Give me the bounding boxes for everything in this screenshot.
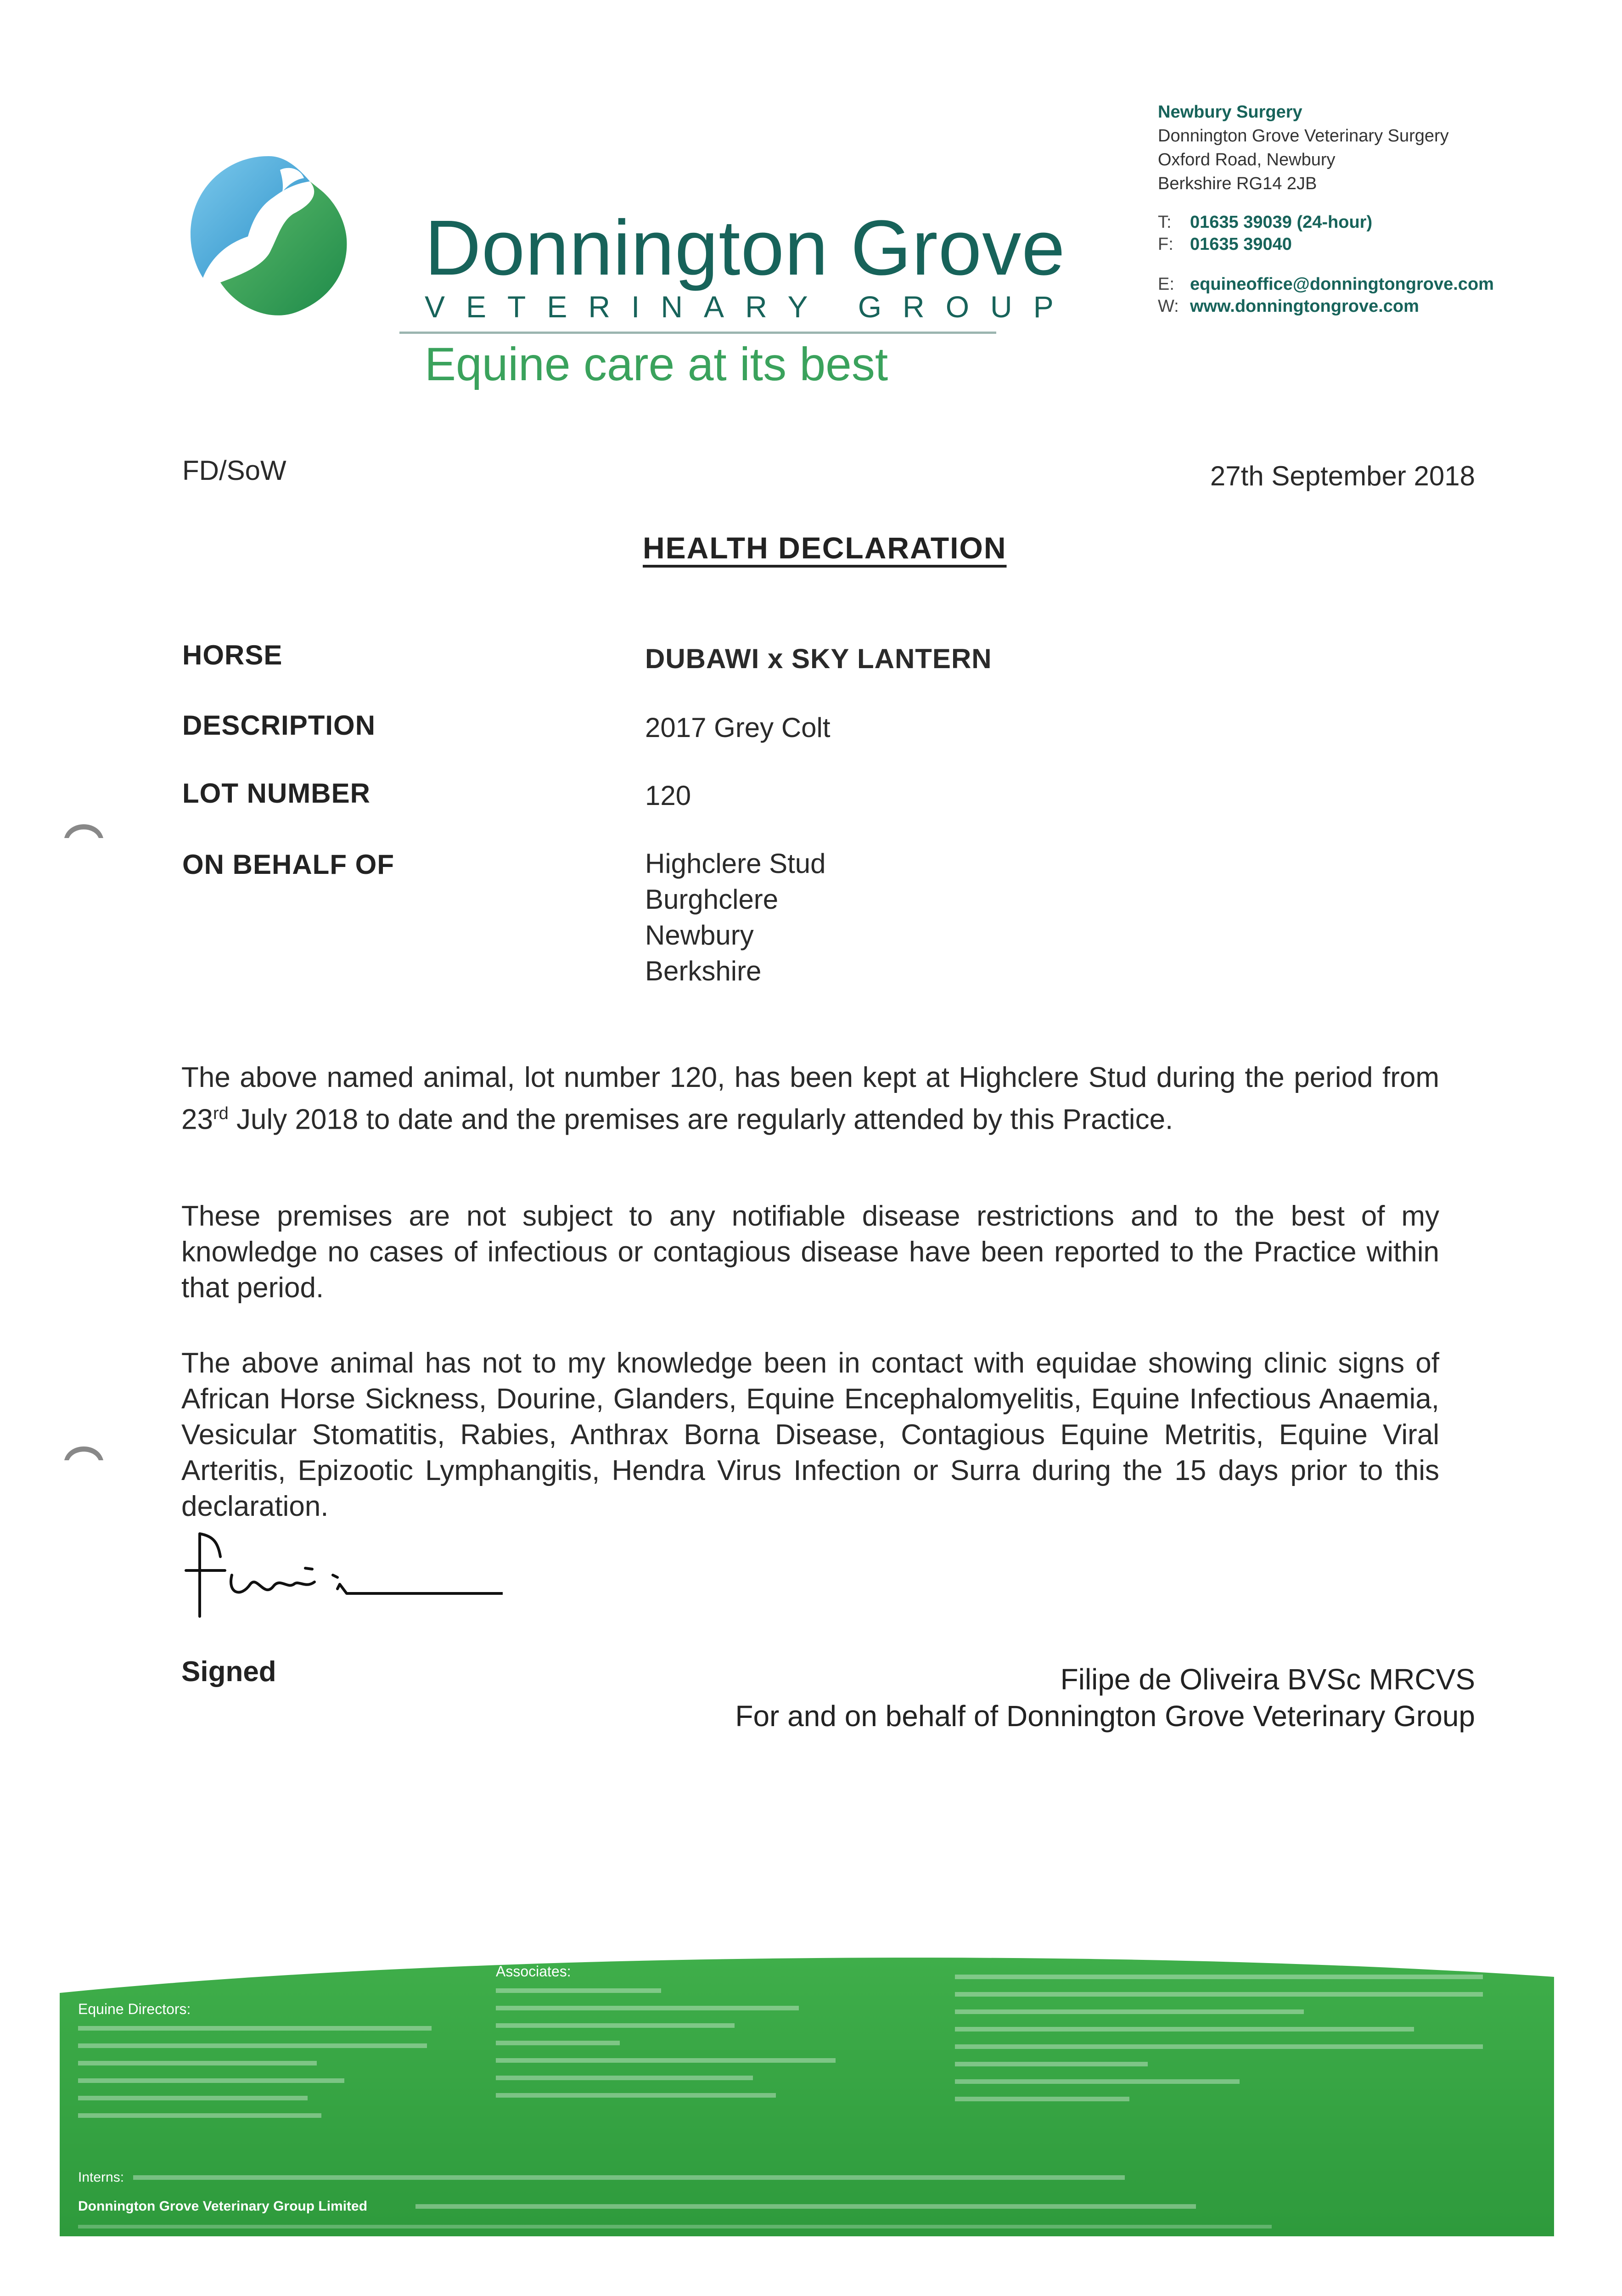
footer-interns-list (133, 2175, 1125, 2180)
behalf-line: Newbury (645, 920, 754, 951)
lot-number-value: 120 (645, 780, 691, 811)
logo-divider (399, 332, 996, 334)
footer-associates-heading: Associates: (496, 1963, 571, 1980)
company-subtitle: VETERINARY GROUP (425, 290, 1075, 324)
lot-number-label: LOT NUMBER (182, 778, 370, 809)
ordinal-suffix: rd (213, 1104, 229, 1123)
paragraph-text: The above named animal, lot number 120, has been kept at Highclere Stud during the period from 23 (181, 1062, 1439, 1136)
horse-label: HORSE (182, 640, 283, 670)
declaration-paragraph-1 (181, 1060, 1439, 1138)
declaration-paragraph-3: The above animal has not to my knowledge been in contact with equidae showing clinic signs of African Horse Sickness, Dourine, Glanders, Equine Encephalomyelitis, Equine Infectious Anaemia, Vesicular Stomatitis, Rabies, Anthrax Borna Disease, Contagious Equine Metritis, Equine Viral Arteritis, Epizootic Lymphangitis, Hendra Virus Infection or Surra during the 15 days prior to this declaration. (181, 1347, 1439, 1522)
document-title: HEALTH DECLARATION (643, 531, 1007, 565)
behalf-line: Highclere Stud (645, 848, 826, 879)
horse-value: DUBAWI x SKY LANTERN (645, 643, 992, 674)
fax-row (1158, 233, 1292, 255)
address-line: Berkshire RG14 2JB (1158, 174, 1317, 193)
description-value: 2017 Grey Colt (645, 712, 831, 743)
website-url: www.donningtongrove.com (1190, 297, 1419, 316)
footer-associates-list (496, 1984, 836, 2098)
phone-label: T: (1158, 213, 1172, 232)
behalf-line: Berkshire (645, 956, 762, 986)
email-label: E: (1158, 275, 1174, 294)
company-logo-emblem (184, 152, 354, 326)
footer-registered-office (78, 2225, 1272, 2228)
company-name: Donnington Grove (425, 204, 1066, 292)
web-row (1158, 295, 1419, 317)
letter-reference: FD/SoW (182, 455, 286, 486)
email-address: equineoffice@donningtongrove.com (1190, 275, 1494, 294)
handwritten-signature (181, 1525, 503, 1630)
declaration-paragraph-2: These premises are not subject to any notifiable disease restrictions and to the best of my knowledge no cases of infectious or contagious disease have been reported to the Practice within that period. (181, 1200, 1439, 1304)
address-line: Oxford Road, Newbury (1158, 150, 1336, 169)
signatory-organisation: For and on behalf of Donnington Grove Veterinary Group (735, 1699, 1475, 1733)
surgery-name: Newbury Surgery (1158, 102, 1302, 122)
footer-interns-label: Interns: (78, 2170, 124, 2185)
footer-staff-list (955, 1970, 1483, 2101)
description-label: DESCRIPTION (182, 710, 376, 741)
footer-company-registration (415, 2204, 1196, 2209)
phone-row (1158, 211, 1372, 233)
email-row (1158, 273, 1494, 295)
company-tagline: Equine care at its best (425, 338, 888, 390)
footer-directors-list (78, 2020, 432, 2118)
fax-number: 01635 39040 (1190, 235, 1292, 254)
punched-hole-bottom (62, 1435, 106, 1463)
signatory-name: Filipe de Oliveira BVSc MRCVS (1060, 1663, 1475, 1696)
surgery-address (1158, 100, 1449, 196)
punched-hole-top (62, 813, 106, 840)
footer-directors-heading: Equine Directors: (78, 2001, 191, 2017)
footer-company-label: Donnington Grove Veterinary Group Limited (78, 2199, 368, 2214)
paragraph-text: July 2018 to date and the premises are regularly attended by this Practice. (228, 1103, 1173, 1136)
letter-date: 27th September 2018 (1210, 461, 1475, 491)
address-line: Donnington Grove Veterinary Surgery (1158, 126, 1449, 146)
phone-number: 01635 39039 (24-hour) (1190, 213, 1373, 232)
behalf-line: Burghclere (645, 884, 779, 915)
on-behalf-of-address (645, 846, 826, 989)
web-label: W: (1158, 297, 1179, 316)
on-behalf-of-label: ON BEHALF OF (182, 849, 394, 880)
fax-label: F: (1158, 235, 1173, 254)
signed-label: Signed (181, 1656, 276, 1688)
